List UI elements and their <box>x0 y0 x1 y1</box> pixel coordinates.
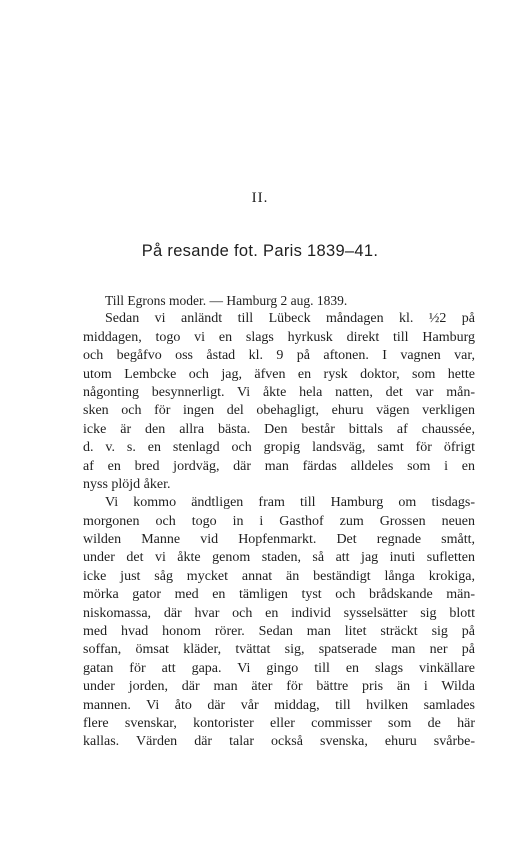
text-line: nyss plöjd åker. <box>83 476 171 492</box>
text-line: icke är den allra bästa. Den består bittals af chaussée, <box>83 421 475 437</box>
text-line: d. v. s. en stenlagd och gropig landsväg, samt för öfrigt <box>83 440 475 456</box>
text-line: utom Lembcke och jag, äfven en rysk doktor, som hette <box>83 366 475 382</box>
text-line: Vi kommo ändtligen fram till Hamburg om tisdags- <box>105 495 475 511</box>
text-line: mannen. Vi åto där vår middag, till hvilken samlades <box>83 697 475 713</box>
text-line: någonting besynnerligt. Vi åkte hela natten, det var mån- <box>83 384 475 400</box>
text-line: under det vi åkte genom staden, så att jag inuti sufletten <box>83 550 475 566</box>
text-line: sken och för ingen del obehagligt, ehuru vägen verkligen <box>83 403 475 419</box>
text-line: morgonen och togo in i Gasthof zum Grossen neuen <box>83 513 475 529</box>
chapter-number: II. <box>251 190 269 206</box>
text-line: mörka gator med en tämligen tyst och brådskande män- <box>83 587 475 603</box>
text-line: kallas. Värden där talar också svenska, ehuru svårbe- <box>83 734 475 750</box>
letter-header: Till Egrons moder. — Hamburg 2 aug. 1839. <box>105 293 348 308</box>
text-line: icke just såg mycket annat än beständigt långa krokiga, <box>83 568 475 584</box>
text-line: och begåfvo oss åstad kl. 9 på aftonen. I vagnen var, <box>83 348 475 364</box>
text-line: gatan för att gapa. Vi gingo till en slags vinkällare <box>83 660 475 676</box>
text-line: flere svenskar, kontorister eller commisser som de här <box>83 715 475 731</box>
text-line: Sedan vi anländt till Lübeck måndagen kl. ½2 på <box>105 311 475 327</box>
text-line: med hvad honom rörer. Sedan man litet sträckt sig på <box>83 624 475 640</box>
text-line: af en bred jordväg, där man färdas alldeles som i en <box>83 458 475 474</box>
text-line: soffan, ömsat kläder, tvättat sig, spatserade man ner på <box>83 642 475 658</box>
text-line: wilden Manne vid Hopfenmarkt. Det regnade smått, <box>83 532 475 548</box>
text-line: under jorden, där man äter för bättre pris än i Wilda <box>83 679 475 695</box>
text-line: middagen, togo vi en slags hyrkusk direkt till Hamburg <box>83 329 475 345</box>
text-line: niskomassa, där hvar och en individ sysselsätter sig blott <box>83 605 475 621</box>
chapter-title: På resande fot. Paris 1839–41. <box>141 242 379 260</box>
body-text <box>83 292 475 752</box>
